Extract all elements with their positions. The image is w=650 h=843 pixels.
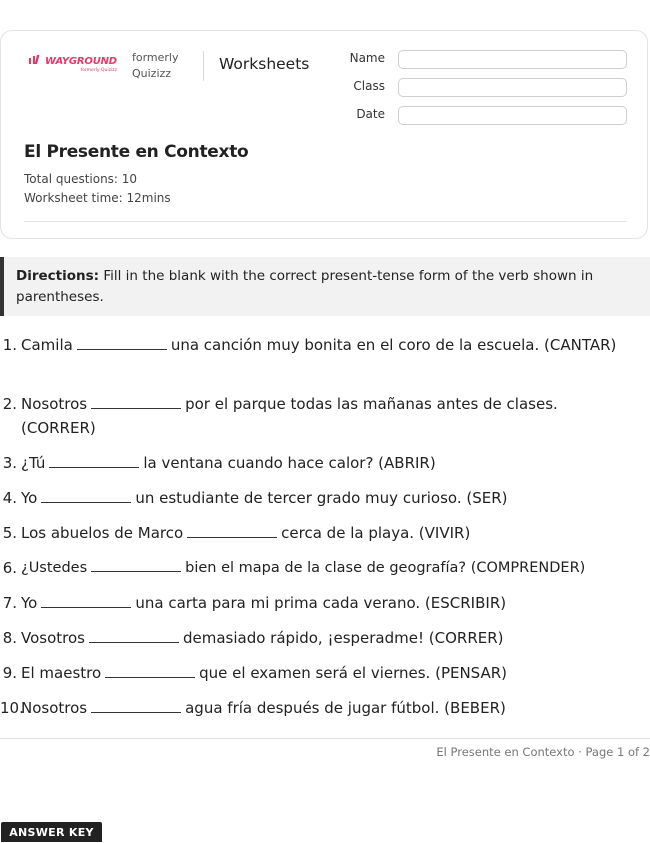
card-divider xyxy=(24,221,627,222)
question-number: 10. xyxy=(0,699,24,717)
worksheet-title: El Presente en Contexto xyxy=(24,142,249,162)
question-after: una carta para mi prima cada verano. (ESCRIBIR) xyxy=(135,594,507,612)
answer-blank[interactable] xyxy=(91,698,181,713)
question-after: demasiado rápido, ¡esperadme! (CORRER) xyxy=(182,629,504,647)
question-number: 3. xyxy=(2,454,17,472)
total-questions: Total questions: 10 xyxy=(24,172,138,186)
question-before: Camila xyxy=(21,336,73,354)
question-after: por el parque todas las mañanas antes de clases. (CORRER) xyxy=(21,395,558,437)
class-field[interactable] xyxy=(398,78,627,97)
question-number: 5. xyxy=(2,524,17,542)
name-label: Name xyxy=(349,51,385,65)
question-after: que el examen será el viernes. (PENSAR) xyxy=(199,664,508,682)
question-number: 6. xyxy=(2,559,17,577)
logo-bars-icon xyxy=(29,55,43,67)
question-number: 8. xyxy=(2,629,17,647)
question-after: la ventana cuando hace calor? (ABRIR) xyxy=(143,454,436,472)
section-title: Worksheets xyxy=(219,55,310,73)
question-text xyxy=(21,451,631,475)
directions-label: Directions: xyxy=(16,268,100,284)
formerly-line-1: formerly xyxy=(132,51,179,64)
question-text xyxy=(21,521,631,545)
question-text xyxy=(21,591,631,615)
question-number: 9. xyxy=(2,664,17,682)
date-field[interactable] xyxy=(398,106,627,125)
name-field[interactable] xyxy=(398,50,627,69)
question-text xyxy=(21,696,631,720)
question-before: ¿Tú xyxy=(21,454,46,472)
question-after: agua fría después de jugar fútbol. (BEBER) xyxy=(185,699,506,717)
formerly-line-2: Quizizz xyxy=(132,67,172,80)
answer-key-tab: ANSWER KEY xyxy=(1,822,102,842)
question-before: El maestro xyxy=(21,664,102,682)
answer-blank[interactable] xyxy=(91,394,181,409)
answer-blank[interactable] xyxy=(91,557,181,572)
logo-subtext: formerly Quizizz xyxy=(80,68,117,73)
date-label: Date xyxy=(356,107,385,121)
question-after: una canción muy bonita en el coro de la escuela. (CANTAR) xyxy=(170,336,617,354)
answer-blank[interactable] xyxy=(49,453,139,468)
class-label: Class xyxy=(353,79,385,93)
wayground-logo xyxy=(29,55,119,73)
question-before: Los abuelos de Marco xyxy=(21,524,184,542)
question-before: ¿Ustedes xyxy=(21,560,88,576)
page-footer: El Presente en Contexto · Page 1 of 2 xyxy=(436,745,650,759)
directions-text: Fill in the blank with the correct present-tense form of the verb shown in parentheses. xyxy=(16,268,594,305)
question-text xyxy=(21,333,631,357)
question-text xyxy=(21,626,631,650)
question-text xyxy=(21,486,631,510)
answer-blank[interactable] xyxy=(77,335,167,350)
worksheet-header-card xyxy=(0,30,648,239)
footer-divider xyxy=(0,738,650,739)
question-before: Vosotros xyxy=(21,629,85,647)
directions-box xyxy=(0,257,650,316)
worksheet-time: Worksheet time: 12mins xyxy=(24,191,171,205)
question-after: bien el mapa de la clase de geografía? (COMPRENDER) xyxy=(185,560,586,576)
answer-blank[interactable] xyxy=(89,628,179,643)
question-before: Nosotros xyxy=(21,395,88,413)
question-before: Yo xyxy=(21,489,38,507)
header-divider xyxy=(203,51,204,81)
question-after: cerca de la playa. (VIVIR) xyxy=(281,524,471,542)
answer-blank[interactable] xyxy=(41,488,131,503)
question-number: 4. xyxy=(2,489,17,507)
answer-blank[interactable] xyxy=(41,593,131,608)
question-after: un estudiante de tercer grado muy curioso. (SER) xyxy=(135,489,508,507)
logo-text: WAYGROUND xyxy=(45,56,117,67)
question-before: Nosotros xyxy=(21,699,88,717)
question-text xyxy=(21,556,631,580)
formerly-note xyxy=(132,50,194,82)
answer-blank[interactable] xyxy=(105,663,195,678)
question-number: 2. xyxy=(2,395,17,413)
question-text xyxy=(21,392,631,440)
answer-blank[interactable] xyxy=(187,523,277,538)
question-number: 7. xyxy=(2,594,17,612)
question-number: 1. xyxy=(2,336,17,354)
question-before: Yo xyxy=(21,594,38,612)
question-text xyxy=(21,661,631,685)
